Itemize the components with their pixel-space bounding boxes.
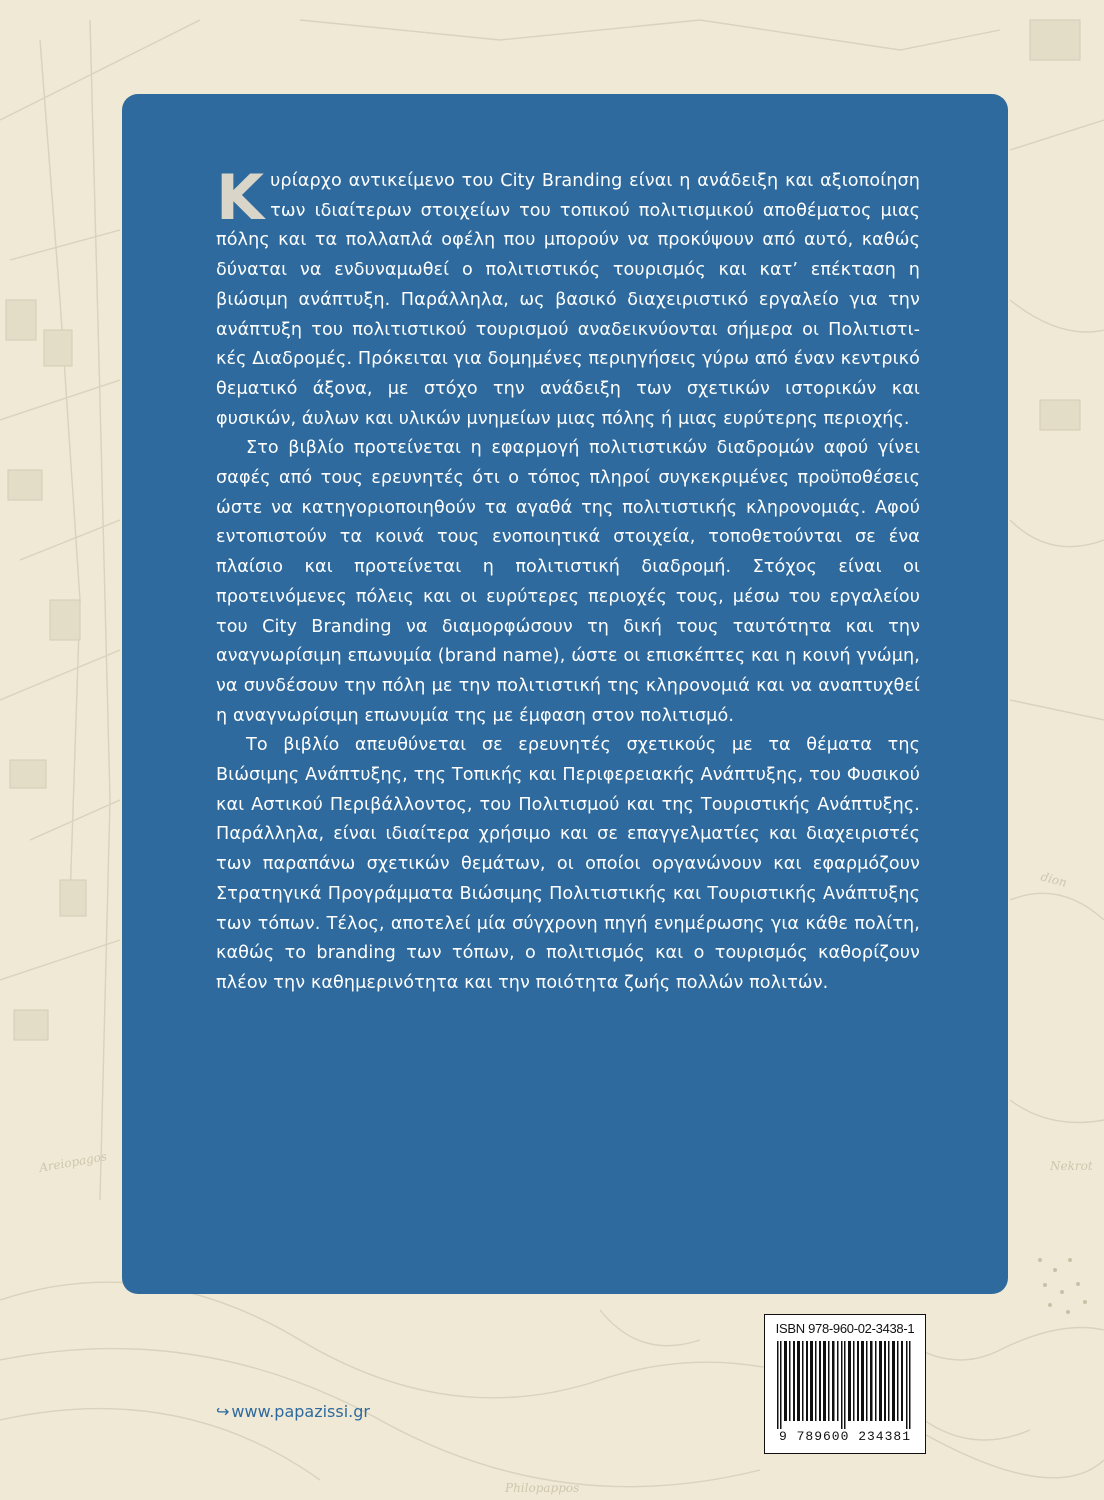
website-url: www.papazissi.gr (231, 1402, 370, 1421)
publisher-website-link[interactable] (216, 1402, 370, 1421)
isbn-barcode-box (764, 1314, 926, 1454)
paragraph-1-text: υρίαρχο αντικείμενο του City Branding είναι η ανάδειξη και αξιοποίηση των ιδιαίτερων στοιχείων του τοπικού πολιτισμικού αποθέματος μιας πόλης και τα πολλαπλά οφέλη που μπορούν να προκύψουν από αυτό, καθώς δύναται να ενδυναμωθεί ο πολιτιστικός τουρισμός και κατ’ επέκταση η βιώσιμη ανάπτυξη. Παράλληλα, ως βασικό διαχειριστικό εργαλείο για την ανάπτυξη του πολιτιστικού τουρισμού αναδεικνύονται σήμερα οι Πολιτιστικές Διαδρομές. Πρόκειται για δομημένες περιηγήσεις γύρω από έναν κεντρικό θεματικό άξονα, με στόχο την ανάδειξη των σχετικών ιστορικών και φυσικών, άυλων και υλικών μνημείων μιας πόλης ή μιας ευρύτερης περιοχής. (216, 171, 920, 429)
map-label: dion (1039, 869, 1069, 890)
map-label: Nekrot (1050, 1159, 1093, 1173)
back-cover-text (216, 161, 920, 999)
barcode-icon (775, 1341, 915, 1429)
arrow-icon: ↪ (216, 1402, 230, 1421)
paragraph-3: Το βιβλίο απευθύνεται σε ερευνητές σχετικούς με τα θέματα της Βιώσιμης Ανάπτυξης, της Τοπικής και Περιφερειακής Ανάπτυξης, του Φυσικού και Αστικού Περιβάλλοντος, του Πολιτισμού και της Τουριστικής Ανάπτυξης. Παράλληλα, είναι ιδιαίτερα χρήσιμο και σε επαγγελματίες και διαχειριστές των παραπάνω σχετικών θεμάτων, οι οποίοι οργανώνουν και εφαρμόζουν Στρατηγικά Προγράμματα Βιώσιμης Πολιτιστικής και Τουριστικής Ανάπτυξης των τόπων. Τέλος, αποτελεί μία σύγχρονη πηγή ενημέρωσης για κάθε πολίτη, καθώς το branding των τόπων, ο πολιτισμός και ο τουρισμός καθορίζουν πλέον την καθημερινότητα και την ποιότητα ζωής πολλών πολιτών. (216, 735, 920, 993)
paragraph-2: Στο βιβλίο προτείνεται η εφαρμογή πολιτιστικών διαδρομών αφού γίνει σαφές από τους ερευνητές ότι ο τόπος πληροί συγκεκριμένες προϋποθέσεις ώστε να κατηγοριοποιηθούν τα αγαθά της πολιτιστικής κληρονομιάς. Αφού εντοπιστούν τα κοινά τους ενοποιητικά στοιχεία, τοποθετούνται σε ένα πλαίσιο και προτείνεται η πολιτιστική διαδρομή. Στόχος είναι οι προτεινόμενες πόλεις και οι ευρύτερες περιοχές τους, μέσω του εργαλείου του City Branding να διαμορφώσουν τη δική τους ταυτότητα και την αναγνωρίσιμη επωνυμία (brand name), ώστε οι επισκέπτες και η κοινή γνώμη, να συνδέσουν την πόλη με την πολιτιστική της κληρονομιά και να αναπτυχθεί η αναγνωρίσιμη επωνυμία της με έμφαση στον πολιτισμό. (216, 438, 920, 726)
drop-cap: Κ (216, 161, 265, 234)
paragraph-1 (216, 161, 920, 434)
map-label: Areiopagos (38, 1149, 108, 1175)
map-label: Philopappos (505, 1481, 580, 1495)
barcode-digits: 9 789600 234381 (778, 1429, 912, 1444)
isbn-label: ISBN 978-960-02-3438-1 (775, 1321, 915, 1336)
